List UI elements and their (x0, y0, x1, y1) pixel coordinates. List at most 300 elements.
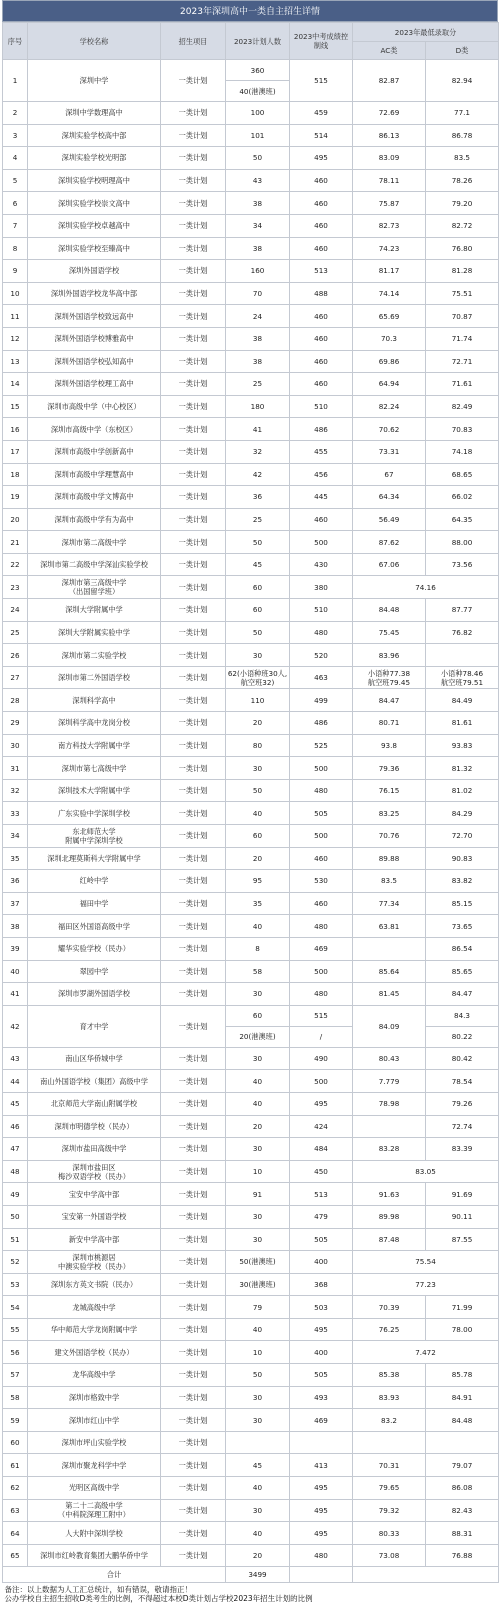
table-row (3, 1522, 499, 1545)
table-row (3, 1183, 499, 1206)
row-school: 东北师范大学 附属中学深圳学校 (28, 825, 161, 848)
row-control: 500 (290, 960, 353, 983)
row-no: 36 (3, 870, 28, 893)
table-row (3, 282, 499, 305)
header-school: 学校名称 (28, 23, 161, 60)
row-d: 86.54 (426, 937, 499, 960)
row-ac: 83.09 (353, 147, 426, 170)
row-control: 456 (290, 463, 353, 486)
row-no: 65 (3, 1544, 28, 1567)
row-plan: 40 (226, 1092, 290, 1115)
row-no: 16 (3, 418, 28, 441)
row-control: 460 (290, 237, 353, 260)
row-d: 87.55 (426, 1228, 499, 1251)
row-school: 深圳实验学校明理高中 (28, 169, 161, 192)
row-d: 85.15 (426, 892, 499, 915)
row-school: 深圳大学附属实验中学 (28, 621, 161, 644)
row-ac: 83.28 (353, 1138, 426, 1161)
header-d: D类 (426, 42, 499, 60)
row-ac: 小语种77.38 航空班79.45 (353, 666, 426, 689)
row-school: 深圳市高级中学（中心校区） (28, 395, 161, 418)
row-school: 深圳外国语学校弘知高中 (28, 350, 161, 373)
row-ac: 73.08 (353, 1544, 426, 1567)
row-school: 深圳外国语学校博雅高中 (28, 327, 161, 350)
row-d: 73.65 (426, 915, 499, 938)
row-d: 72.70 (426, 825, 499, 848)
row-school: 建文外国语学校（民办） (28, 1341, 161, 1364)
row-control: 460 (290, 508, 353, 531)
row-plan: 30(港澳班) (226, 1273, 290, 1296)
row-ac: 70.39 (353, 1296, 426, 1319)
row-school: 龙华高级中学 (28, 1364, 161, 1387)
row-school: 深圳外国语学校 (28, 260, 161, 283)
row-school: 深圳实验学校崇文高中 (28, 192, 161, 215)
row-no: 41 (3, 983, 28, 1006)
row-no: 38 (3, 915, 28, 938)
row-no: 5 (3, 169, 28, 192)
table-row (3, 1251, 499, 1274)
admission-table (2, 22, 499, 1605)
row-control: 495 (290, 1318, 353, 1341)
row-no: 8 (3, 237, 28, 260)
row-plan: 40 (226, 1522, 290, 1545)
row-school: 深圳实验学校卓越高中 (28, 214, 161, 237)
row-d: 71.99 (426, 1296, 499, 1319)
row-control: 520 (290, 644, 353, 667)
table-row (3, 124, 499, 147)
row-project: 一类计划 (161, 666, 226, 689)
row-project: 一类计划 (161, 327, 226, 350)
row-no: 27 (3, 666, 28, 689)
row-school: 南山区华侨城中学 (28, 1047, 161, 1070)
row-plan: 8 (226, 937, 290, 960)
row-school: 深圳市高级中学创新高中 (28, 440, 161, 463)
row-project: 一类计划 (161, 1115, 226, 1138)
table-row (3, 1273, 499, 1296)
row-d: 93.83 (426, 734, 499, 757)
row-plan: 40 (226, 1070, 290, 1093)
row-project: 一类计划 (161, 689, 226, 712)
row-no: 58 (3, 1386, 28, 1409)
row-school: 深圳市第七高级中学 (28, 757, 161, 780)
row-no: 47 (3, 1138, 28, 1161)
row-control: 486 (290, 418, 353, 441)
table-row (3, 60, 499, 81)
row-control: 500 (290, 825, 353, 848)
row-plan (226, 1431, 290, 1454)
row-school: 深圳外国语学校龙华高中部 (28, 282, 161, 305)
row-project: 一类计划 (161, 531, 226, 554)
row-plan: 40 (226, 915, 290, 938)
row-project: 一类计划 (161, 124, 226, 147)
row-plan: 70 (226, 282, 290, 305)
row-ac: 85.38 (353, 1364, 426, 1387)
row-d: 79.20 (426, 192, 499, 215)
row-plan: 360 (226, 60, 290, 81)
total-empty-scores (353, 1567, 499, 1583)
row-plan: 91 (226, 1183, 290, 1206)
row-d: 72.71 (426, 350, 499, 373)
notes-cell (3, 1583, 499, 1605)
row-no: 23 (3, 576, 28, 599)
row-project: 一类计划 (161, 214, 226, 237)
table-row (3, 102, 499, 125)
row-school: 深圳科学高中龙岗分校 (28, 712, 161, 735)
row-project: 一类计划 (161, 870, 226, 893)
row-school: 深圳市红山中学 (28, 1409, 161, 1432)
row-plan: 30 (226, 1138, 290, 1161)
table-row (3, 1296, 499, 1319)
row-school: 深圳市高级中学（东校区） (28, 418, 161, 441)
table-row (3, 1092, 499, 1115)
row-project: 一类计划 (161, 1499, 226, 1522)
row-control: 495 (290, 1477, 353, 1500)
row-ac: 78.11 (353, 169, 426, 192)
row-d: 78.00 (426, 1318, 499, 1341)
row-no: 14 (3, 373, 28, 396)
row-project: 一类计划 (161, 937, 226, 960)
table-row (3, 147, 499, 170)
row-control: 500 (290, 1070, 353, 1093)
row-ac (353, 1115, 426, 1138)
table-row (3, 937, 499, 960)
row-ac: 77.34 (353, 892, 426, 915)
row-plan: 100 (226, 102, 290, 125)
row-ac: 85.64 (353, 960, 426, 983)
row-no: 35 (3, 847, 28, 870)
row-school: 深圳外国语学校理工高中 (28, 373, 161, 396)
row-no: 63 (3, 1499, 28, 1522)
row-plan: 30 (226, 983, 290, 1006)
row-plan: 34 (226, 214, 290, 237)
row-d: 88.00 (426, 531, 499, 554)
table-row (3, 237, 499, 260)
row-school: 深圳市第二高级中学深汕实验学校 (28, 553, 161, 576)
row-control: 495 (290, 147, 353, 170)
row-control: 503 (290, 1296, 353, 1319)
row-d: 87.77 (426, 599, 499, 622)
row-plan: 50 (226, 1364, 290, 1387)
row-plan: 62(小语种班30人,航空班32) (226, 666, 290, 689)
row-plan: 180 (226, 395, 290, 418)
row-ac (353, 937, 426, 960)
row-project: 一类计划 (161, 983, 226, 1006)
row-d: 81.02 (426, 779, 499, 802)
row-project: 一类计划 (161, 508, 226, 531)
row-d: 76.80 (426, 237, 499, 260)
row-school: 深圳市第三高级中学 （出国留学班） (28, 576, 161, 599)
row-project: 一类计划 (161, 892, 226, 915)
table-row (3, 1005, 499, 1026)
row-school: 深圳市红岭教育集团大鹏华侨中学 (28, 1544, 161, 1567)
row-school: 深圳科学高中 (28, 689, 161, 712)
total-plan: 3499 (226, 1567, 290, 1583)
row-d: 81.61 (426, 712, 499, 735)
row-project: 一类计划 (161, 712, 226, 735)
row-d: 85.65 (426, 960, 499, 983)
row-plan: 58 (226, 960, 290, 983)
table-row (3, 327, 499, 350)
row-d: 71.61 (426, 373, 499, 396)
row-school: 红岭中学 (28, 870, 161, 893)
row-plan: 41 (226, 418, 290, 441)
table-row (3, 463, 499, 486)
row-control: 480 (290, 779, 353, 802)
row-d: 79.26 (426, 1092, 499, 1115)
row-no: 33 (3, 802, 28, 825)
row-control: 505 (290, 1364, 353, 1387)
table-row (3, 802, 499, 825)
table-row (3, 960, 499, 983)
row-no: 2 (3, 102, 28, 125)
table-row (3, 599, 499, 622)
row-project: 一类计划 (161, 1183, 226, 1206)
table-row (3, 1454, 499, 1477)
row-ac: 79.65 (353, 1477, 426, 1500)
row-project: 一类计划 (161, 825, 226, 848)
row-no: 12 (3, 327, 28, 350)
row-control: 530 (290, 870, 353, 893)
row-control: 514 (290, 124, 353, 147)
table-row (3, 1341, 499, 1364)
row-plan: 20 (226, 1115, 290, 1138)
table-row (3, 440, 499, 463)
row-school: 深圳市第二高级中学 (28, 531, 161, 554)
row-ac: 63.81 (353, 915, 426, 938)
row-no: 51 (3, 1228, 28, 1251)
row-d: 90.83 (426, 847, 499, 870)
row-d: 76.88 (426, 1544, 499, 1567)
row-no: 57 (3, 1364, 28, 1387)
row-plan: 30 (226, 1047, 290, 1070)
row-project: 一类计划 (161, 1160, 226, 1183)
row-plan: 50 (226, 531, 290, 554)
row-no: 46 (3, 1115, 28, 1138)
table-row (3, 1477, 499, 1500)
row-project: 一类计划 (161, 1228, 226, 1251)
row-plan: 30 (226, 1228, 290, 1251)
row-project: 一类计划 (161, 282, 226, 305)
table-row (3, 983, 499, 1006)
row-plan: 60 (226, 1005, 290, 1026)
row-project: 一类计划 (161, 599, 226, 622)
row-plan: 79 (226, 1296, 290, 1319)
row-project: 一类计划 (161, 576, 226, 599)
row-school: 深圳大学附属中学 (28, 599, 161, 622)
row-control: 460 (290, 214, 353, 237)
row-d: 80.42 (426, 1047, 499, 1070)
row-school: 深圳中学 (28, 60, 161, 102)
row-no: 34 (3, 825, 28, 848)
row-project: 一类计划 (161, 1544, 226, 1567)
total-label: 合计 (3, 1567, 226, 1583)
row-school: 深圳市明德学校（民办） (28, 1115, 161, 1138)
row-control: 460 (290, 892, 353, 915)
table-row (3, 1138, 499, 1161)
row-no: 31 (3, 757, 28, 780)
row-plan: 40 (226, 802, 290, 825)
row-ac: 74.14 (353, 282, 426, 305)
row-d: 83.5 (426, 147, 499, 170)
row-control: 490 (290, 1047, 353, 1070)
row-project: 一类计划 (161, 169, 226, 192)
row-school: 深圳市第二外国语学校 (28, 666, 161, 689)
row-d-sub: 80.22 (426, 1026, 499, 1047)
row-d: 78.54 (426, 1070, 499, 1093)
row-control: 500 (290, 531, 353, 554)
row-control: 493 (290, 1386, 353, 1409)
row-plan: 38 (226, 327, 290, 350)
row-control: 455 (290, 440, 353, 463)
table-row (3, 689, 499, 712)
row-school: 华中师范大学龙岗附属中学 (28, 1318, 161, 1341)
row-d: 81.32 (426, 757, 499, 780)
row-d: 83.82 (426, 870, 499, 893)
row-no: 20 (3, 508, 28, 531)
row-plan: 50 (226, 779, 290, 802)
row-control: 368 (290, 1273, 353, 1296)
row-project: 一类计划 (161, 147, 226, 170)
row-d: 90.11 (426, 1205, 499, 1228)
row-ac: 91.63 (353, 1183, 426, 1206)
row-d: 82.49 (426, 395, 499, 418)
row-ac: 70.62 (353, 418, 426, 441)
row-project: 一类计划 (161, 1092, 226, 1115)
row-plan: 38 (226, 237, 290, 260)
row-school: 深圳市罗湖外国语学校 (28, 983, 161, 1006)
row-school: 育才中学 (28, 1005, 161, 1047)
header-min-score: 2023年最低录取分 (353, 23, 499, 42)
row-project: 一类计划 (161, 1251, 226, 1274)
row-no: 25 (3, 621, 28, 644)
row-plan: 25 (226, 508, 290, 531)
row-project: 一类计划 (161, 192, 226, 215)
table-row (3, 1386, 499, 1409)
row-control: 460 (290, 327, 353, 350)
row-no: 32 (3, 779, 28, 802)
row-control (290, 1431, 353, 1454)
row-ac: 84.48 (353, 599, 426, 622)
table-row (3, 712, 499, 735)
row-plan: 20 (226, 712, 290, 735)
row-control: 424 (290, 1115, 353, 1138)
row-school: 龙城高级中学 (28, 1296, 161, 1319)
row-control: 510 (290, 599, 353, 622)
row-ac: 93.8 (353, 734, 426, 757)
row-project: 一类计划 (161, 1431, 226, 1454)
row-d: 小语种78.46 航空班79.51 (426, 666, 499, 689)
row-control: 515 (290, 1005, 353, 1026)
row-no: 45 (3, 1092, 28, 1115)
row-ac: 65.69 (353, 305, 426, 328)
row-plan: 60 (226, 576, 290, 599)
row-control: 445 (290, 486, 353, 509)
row-control: 459 (290, 102, 353, 125)
row-control: 515 (290, 60, 353, 102)
row-control: 505 (290, 802, 353, 825)
row-school: 深圳市聚龙科学中学 (28, 1454, 161, 1477)
row-control: 460 (290, 373, 353, 396)
row-ac: 73.31 (353, 440, 426, 463)
row-no: 37 (3, 892, 28, 915)
table-row (3, 870, 499, 893)
row-no: 18 (3, 463, 28, 486)
row-no: 53 (3, 1273, 28, 1296)
row-project: 一类计划 (161, 1454, 226, 1477)
row-project: 一类计划 (161, 802, 226, 825)
row-no: 44 (3, 1070, 28, 1093)
row-control: 499 (290, 689, 353, 712)
row-merged-score: 7.472 (353, 1341, 499, 1364)
row-control: 463 (290, 666, 353, 689)
row-d: 72.74 (426, 1115, 499, 1138)
row-project: 一类计划 (161, 644, 226, 667)
row-school: 深圳市高级中学理慧高中 (28, 463, 161, 486)
table-row (3, 825, 499, 848)
row-d: 74.18 (426, 440, 499, 463)
row-control: 460 (290, 169, 353, 192)
row-no: 61 (3, 1454, 28, 1477)
row-school: 南山外国语学校（集团）高级中学 (28, 1070, 161, 1093)
row-d: 86.08 (426, 1477, 499, 1500)
row-no: 11 (3, 305, 28, 328)
note-line-2: 公办学校自主招生招收D类考生的比例，不得超过本校D类计划占学校2023年招生计划的比例 (4, 1594, 313, 1604)
row-school: 耀华实验学校（民办） (28, 937, 161, 960)
row-ac: 79.36 (353, 757, 426, 780)
row-no: 50 (3, 1205, 28, 1228)
row-plan: 50(港澳班) (226, 1251, 290, 1274)
row-plan: 30 (226, 1205, 290, 1228)
row-project: 一类计划 (161, 1386, 226, 1409)
row-control: 513 (290, 260, 353, 283)
row-control: 380 (290, 576, 353, 599)
row-no: 60 (3, 1431, 28, 1454)
row-school: 深圳市第二实验学校 (28, 644, 161, 667)
row-control: 480 (290, 621, 353, 644)
row-ac: 83.96 (353, 644, 426, 667)
row-ac: 76.25 (353, 1318, 426, 1341)
row-control: 460 (290, 847, 353, 870)
row-ac: 80.43 (353, 1047, 426, 1070)
row-project: 一类计划 (161, 1273, 226, 1296)
table-row (3, 847, 499, 870)
table-row (3, 373, 499, 396)
row-project: 一类计划 (161, 779, 226, 802)
row-d: 79.07 (426, 1454, 499, 1477)
row-d: 86.78 (426, 124, 499, 147)
row-no: 64 (3, 1522, 28, 1545)
total-empty (290, 1567, 353, 1583)
row-ac (353, 1431, 426, 1454)
row-ac: 86.13 (353, 124, 426, 147)
table-row (3, 260, 499, 283)
row-control: 460 (290, 305, 353, 328)
row-d: 84.3 (426, 1005, 499, 1026)
row-no: 62 (3, 1477, 28, 1500)
row-plan: 45 (226, 1454, 290, 1477)
row-control: 400 (290, 1341, 353, 1364)
row-plan: 30 (226, 1409, 290, 1432)
row-merged-score: 75.54 (353, 1251, 499, 1274)
table-row (3, 418, 499, 441)
row-ac: 74.23 (353, 237, 426, 260)
row-school: 深圳市高级中学有为高中 (28, 508, 161, 531)
row-d: 64.35 (426, 508, 499, 531)
row-ac: 84.09 (353, 1005, 426, 1047)
table-row (3, 395, 499, 418)
row-d (426, 644, 499, 667)
row-project: 一类计划 (161, 757, 226, 780)
